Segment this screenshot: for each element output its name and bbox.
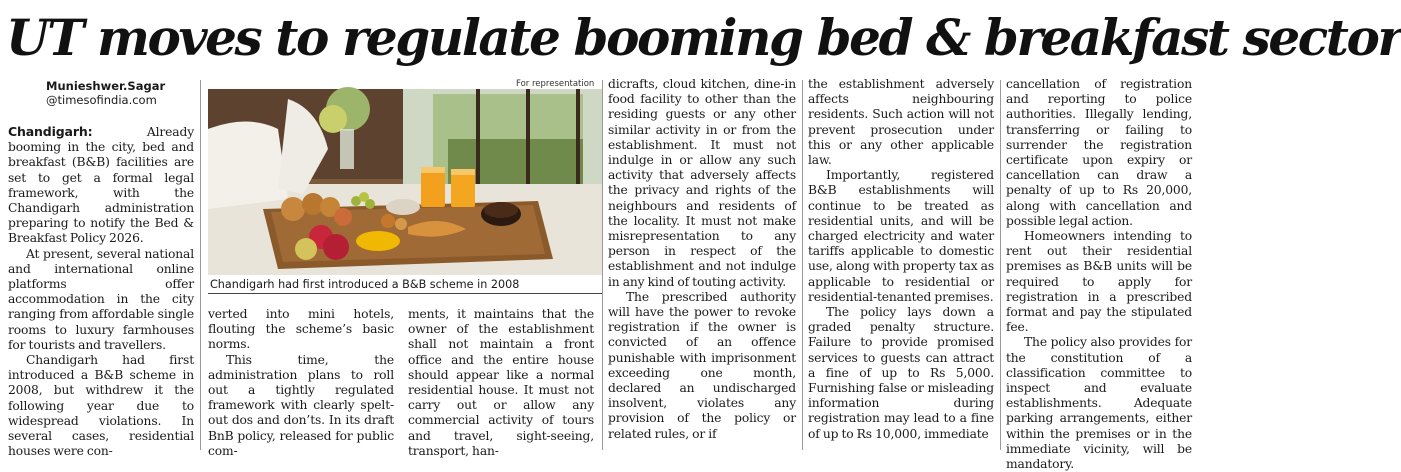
dateline: Chandigarh:	[8, 124, 93, 139]
article-column-1	[8, 124, 194, 459]
article-lead-text: Already booming in the city, bed and breakfast (B&B) facilities are set to get a formal legal framework, with the Chandigarh administration preparing to notify the Bed & Breakfast Policy 2026.	[8, 125, 194, 246]
article-paragraph: The prescribed authority will have the power to revoke registration if the owner is convicted of an offence punishable with imprisonment exceeding one month, declared an undischarged insolvent, violates any provision of the policy or related rules, or if	[608, 289, 796, 441]
article-paragraph: Chandigarh had first introduced a B&B scheme in 2008, but withdrew it the following year due to widespread violations. In several cases, residential houses were con-	[8, 353, 194, 459]
article-paragraph: Homeowners intending to rent out their residential premises as B&B units will be required to apply for registration in a prescribed format and pay the stipulated fee.	[1006, 229, 1192, 335]
headline: UT moves to regulate booming bed & breakfast sector	[6, 8, 1401, 67]
article-paragraph: cancellation of registration and reporting to police authorities. Illegally lending, transferring or failing to surrender the registration certificate upon expiry or cancellation can draw a penalty of up to Rs 20,000, along with cancellation and possible legal action.	[1006, 77, 1192, 228]
article-paragraph: ments, it maintains that the owner of the establishment shall not maintain a front office and the entire house should appear like a normal residential house. It must not carry out or allow any commercial activity of tours and travel, sight-seeing, transport, han-	[408, 307, 594, 458]
article-column-6	[1006, 77, 1192, 472]
article-paragraph: verted into mini hotels, flouting the scheme’s basic norms.	[208, 307, 394, 352]
column-rule	[1000, 80, 1001, 450]
article-paragraph: the establishment adversely affects neighbouring residents. Such action will not prevent prosecution under this or any other applicable law.	[808, 77, 994, 168]
byline	[46, 79, 165, 107]
article-paragraph: Importantly, registered B&B establishments will continue to be treated as residential units, and will be charged electricity and water tariffs applicable to domestic use, along with property tax as applicable to residential or residential-tenanted premises.	[808, 168, 995, 304]
photo-credit: For representation	[516, 79, 595, 89]
article-paragraph: The policy lays down a graded penalty structure. Failure to provide promised services to guests can attract a fine of up to Rs 5,000. Furnishing false or misleading information during registration may lead to a fine of up to Rs 10,000, immediate	[808, 305, 994, 441]
article-paragraph: This time, the administration plans to roll out a tightly regulated framework with clearly spelt-out dos and don’ts. In its draft BnB policy, released for public com-	[208, 352, 394, 458]
photo-caption: Chandigarh had first introduced a B&B scheme in 2008	[208, 276, 602, 294]
byline-handle: @timesofindia.com	[46, 93, 157, 107]
article-paragraph: The policy also provides for the constitution of a classification committee to inspect and evaluate establishments. Adequate parking arrangements, either within the premises or in the immediate vicinity, will be mandatory.	[1006, 335, 1192, 472]
article-column-5	[808, 77, 994, 452]
article-paragraph: dicrafts, cloud kitchen, dine-in food facility to other than the residing guests or any other similar activity in or from the establishment. It must not indulge in or allow any such activity that adversely affects the privacy and rights of the neighbours and residents of the locality. It must not make misrepresentation to any person in respect of the establishment and not indulge in any kind of touting activity.	[608, 77, 796, 289]
article-column-4	[608, 77, 796, 452]
breakfast-tray-photo	[208, 89, 602, 275]
column-rule	[802, 80, 803, 450]
column-rule	[602, 80, 603, 450]
article-column-2	[208, 307, 394, 458]
column-rule	[200, 80, 201, 450]
article-paragraph: At present, several national and international online platforms offer accommodation in the city ranging from affordable single rooms to luxury farmhouses for tourists and travellers.	[8, 246, 194, 352]
article-column-3	[408, 307, 594, 458]
byline-author: Munieshwer.Sagar	[46, 79, 166, 93]
article-paragraph	[8, 124, 194, 247]
